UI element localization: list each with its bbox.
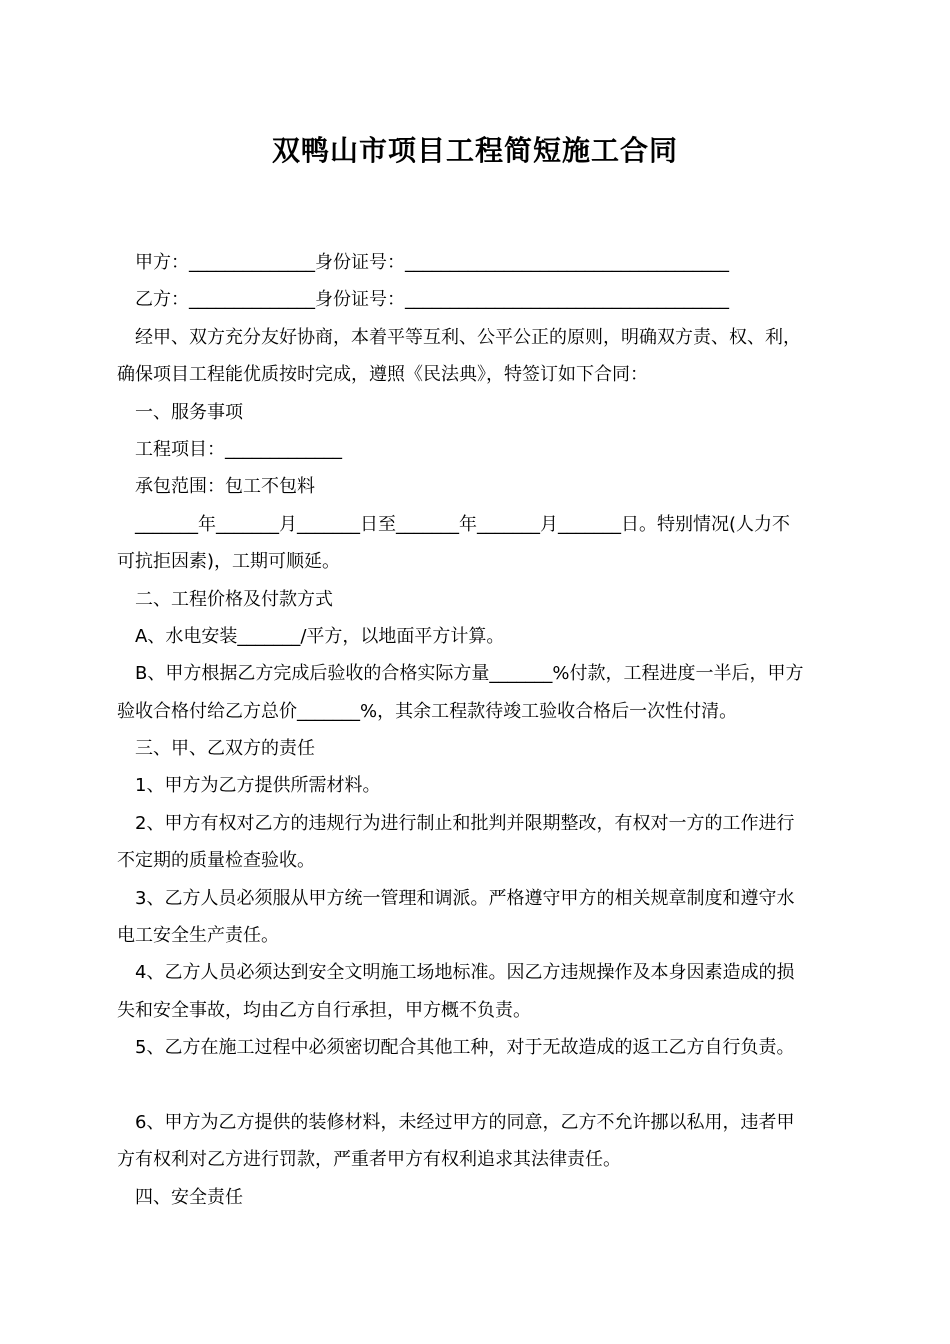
responsibility-item-1: 1、甲方为乙方提供所需材料。: [135, 775, 381, 797]
responsibility-item-4-line-1: 4、乙方人员必须达到安全文明施工场地标准。因乙方违规操作及本身因素造成的损: [135, 962, 795, 984]
schedule-line-2: 可抗拒因素)，工期可顺延。: [117, 551, 341, 573]
responsibility-item-5: 5、乙方在施工过程中必须密切配合其他工种，对于无故造成的返工乙方自行负责。: [135, 1037, 795, 1059]
section-heading-safety: 四、安全责任: [135, 1186, 243, 1208]
preamble-line-1: 经甲、双方充分友好协商，本着平等互利、公平公正的原则，明确双方责、权、利，: [135, 326, 801, 348]
price-clause-b-line-2: 验收合格付给乙方总价_______%，其余工程款待竣工验收合格后一次性付清。: [117, 700, 738, 722]
responsibility-item-4-line-2: 失和安全事故，均由乙方自行承担，甲方概不负责。: [117, 999, 531, 1021]
responsibility-item-6-line-1: 6、甲方为乙方提供的装修材料，未经过甲方的同意，乙方不允许挪以私用，违者甲: [135, 1111, 795, 1133]
party-a-line: 甲方：______________身份证号：____________________________________: [135, 252, 729, 273]
responsibility-item-2-line-2: 不定期的质量检查验收。: [117, 850, 315, 872]
section-heading-price: 二、工程价格及付款方式: [135, 588, 333, 610]
preamble-line-2: 确保项目工程能优质按时完成，遵照《民法典》，特签订如下合同：: [117, 364, 648, 386]
party-b-line: 乙方：______________身份证号：____________________________________: [135, 289, 729, 311]
price-clause-a: A、水电安装_______/平方，以地面平方计算。: [135, 625, 505, 647]
responsibility-item-6-line-2: 方有权利对乙方进行罚款，严重者甲方有权利追求其法律责任。: [117, 1149, 621, 1171]
responsibility-item-2-line-1: 2、甲方有权对乙方的违规行为进行制止和批判并限期整改，有权对一方的工作进行: [135, 812, 795, 834]
contract-scope-line: 承包范围：包工不包料: [135, 476, 315, 498]
page-title: 双鸭山市项目工程简短施工合同: [271, 134, 678, 167]
responsibility-item-3-line-1: 3、乙方人员必须服从甲方统一管理和调派。严格遵守甲方的相关规章制度和遵守水: [135, 887, 795, 909]
schedule-line-1: _______年_______月_______日至_______年_______月_______日。特别情况(人力不: [135, 513, 791, 535]
section-heading-services: 一、服务事项: [135, 401, 243, 423]
price-clause-b-line-1: B、甲方根据乙方完成后验收的合格实际方量_______%付款，工程进度一半后，甲方: [135, 663, 804, 685]
project-name-line: 工程项目：_____________: [135, 438, 342, 460]
paragraph-gap: [117, 1067, 847, 1104]
contract-body: [117, 244, 847, 1216]
responsibility-item-3-line-2: 电工安全生产责任。: [117, 925, 279, 947]
section-heading-responsibilities: 三、甲、乙双方的责任: [135, 738, 315, 760]
